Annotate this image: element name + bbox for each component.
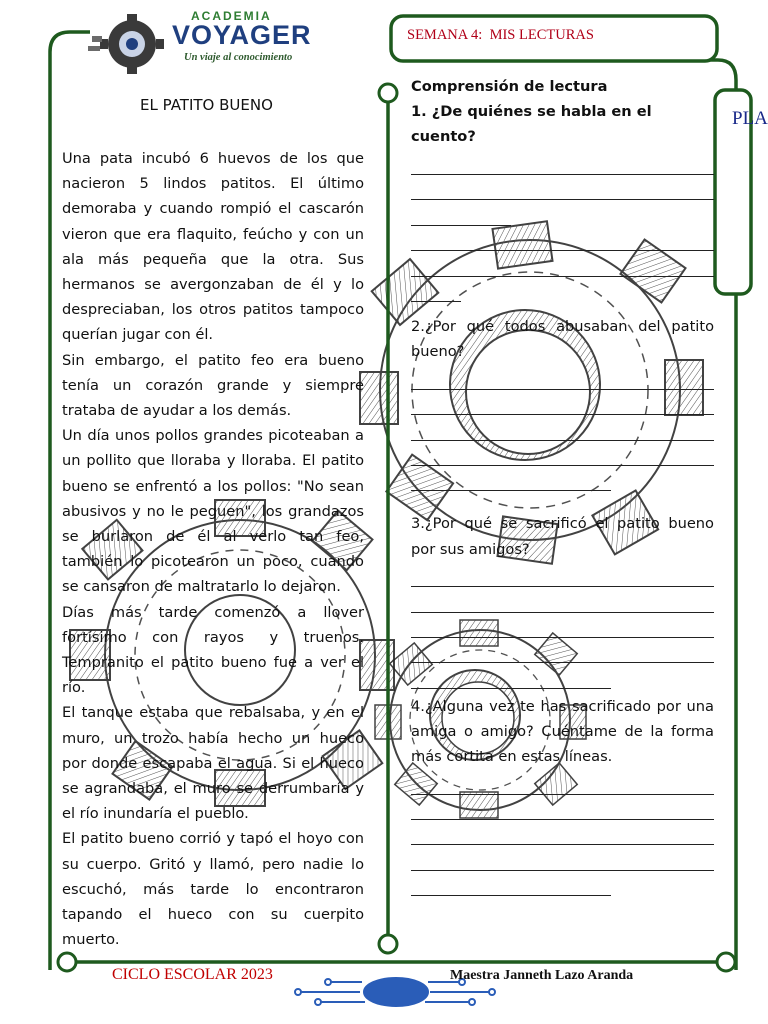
story-paragraph: Sin embargo, el patito feo era bueno tenía un corazón grande y siempre trataba de ayudar a los demás. xyxy=(62,351,364,420)
answer-line[interactable] xyxy=(411,415,714,440)
answer-line[interactable] xyxy=(411,769,714,794)
story-paragraph: El patito bueno corrió y tapó el hoyo con su cuerpo. Gritó y llamó, pero nadie lo escuchó, más tarde lo encontraron tapando el hueco con su cuerpito muerto. xyxy=(62,830,364,949)
answer-lines-2 xyxy=(411,364,714,491)
question-2: 2.¿Por qué todos abusaban del patito bueno? xyxy=(411,317,714,361)
answer-lines-3 xyxy=(411,562,714,689)
answer-line[interactable] xyxy=(411,795,714,820)
answer-lines-1 xyxy=(411,150,714,302)
week-title: SEMANA 4: MIS LECTURAS xyxy=(407,27,594,43)
answer-line[interactable] xyxy=(411,638,714,663)
academy-name: VOYAGER xyxy=(172,20,312,50)
teacher-name: Maestra Janneth Lazo Aranda xyxy=(450,968,634,983)
answer-line[interactable] xyxy=(411,390,714,415)
answer-line[interactable] xyxy=(411,175,714,200)
academy-small-label: ACADEMIA xyxy=(191,9,272,23)
question-1: 1. ¿De quiénes se habla en el cuento? xyxy=(411,103,652,146)
side-tab-label: PLA xyxy=(732,108,768,129)
answer-line[interactable] xyxy=(411,200,511,225)
answer-line[interactable] xyxy=(411,226,714,251)
story-paragraph: Un día unos pollos grandes picoteaban a un pollito que lloraba y lloraba. El patito bueno se enfrentó a los pollos: "No sean abusivos y no le peguen", los grandazos se burlaron de él al verlo tan feo, también lo picotearon un poco, cuando se cansaron de maltratarlo lo dejaron. xyxy=(62,427,364,596)
answer-line[interactable] xyxy=(411,845,714,870)
answer-line[interactable] xyxy=(411,150,714,175)
gear-logo-icon xyxy=(88,14,178,74)
answer-line[interactable] xyxy=(411,466,611,491)
answer-line[interactable] xyxy=(411,277,461,302)
answer-line[interactable] xyxy=(411,587,714,612)
answer-line[interactable] xyxy=(411,663,611,688)
answer-lines-4 xyxy=(411,769,714,896)
answer-line[interactable] xyxy=(411,441,714,466)
answer-line[interactable] xyxy=(411,251,714,276)
answer-line[interactable] xyxy=(411,613,714,638)
answer-line[interactable] xyxy=(411,871,611,896)
story-paragraph: Una pata incubó 6 huevos de los que nacieron 5 lindos patitos. El último demoraba y cuando rompió el cascarón vieron que era flaquito, feúcho y con un ala más pequeña que la otra. Sus hermanos se avergonzaban de él y lo despreciaban, los otros patitos tampoco querían jugar con él. xyxy=(62,150,364,344)
story-paragraph: Días más tarde comenzó a llover fortísimo con rayos y truenos. Tempranito el patito bueno fue a ver el río. xyxy=(62,603,364,697)
academy-slogan: Un viaje al conocimiento xyxy=(184,52,293,63)
question-4: 4.¿Alguna vez te has sacrificado por una amiga o amigo? Cuéntame de la forma más cortita en estas líneas. xyxy=(411,697,714,766)
story-body xyxy=(62,146,364,953)
answer-line[interactable] xyxy=(411,820,714,845)
answer-line[interactable] xyxy=(411,364,714,389)
story-title: EL PATITO BUENO xyxy=(140,96,273,114)
questions-column xyxy=(411,74,714,896)
answer-line[interactable] xyxy=(411,562,714,587)
academy-logo xyxy=(88,6,328,72)
story-paragraph: El tanque estaba que rebalsaba, y en el muro, un trozo había hecho un hueco por donde escapaba el agua. Si el hueco se agrandaba, el muro se derrumbaría y el río inundaría el pueblo. xyxy=(62,704,364,823)
school-cycle: CICLO ESCOLAR 2023 xyxy=(112,966,273,983)
question-3: 3.¿Por qué se sacrificó el patito bueno por sus amigos? xyxy=(411,515,714,558)
section-title: Comprensión de lectura xyxy=(411,78,608,95)
